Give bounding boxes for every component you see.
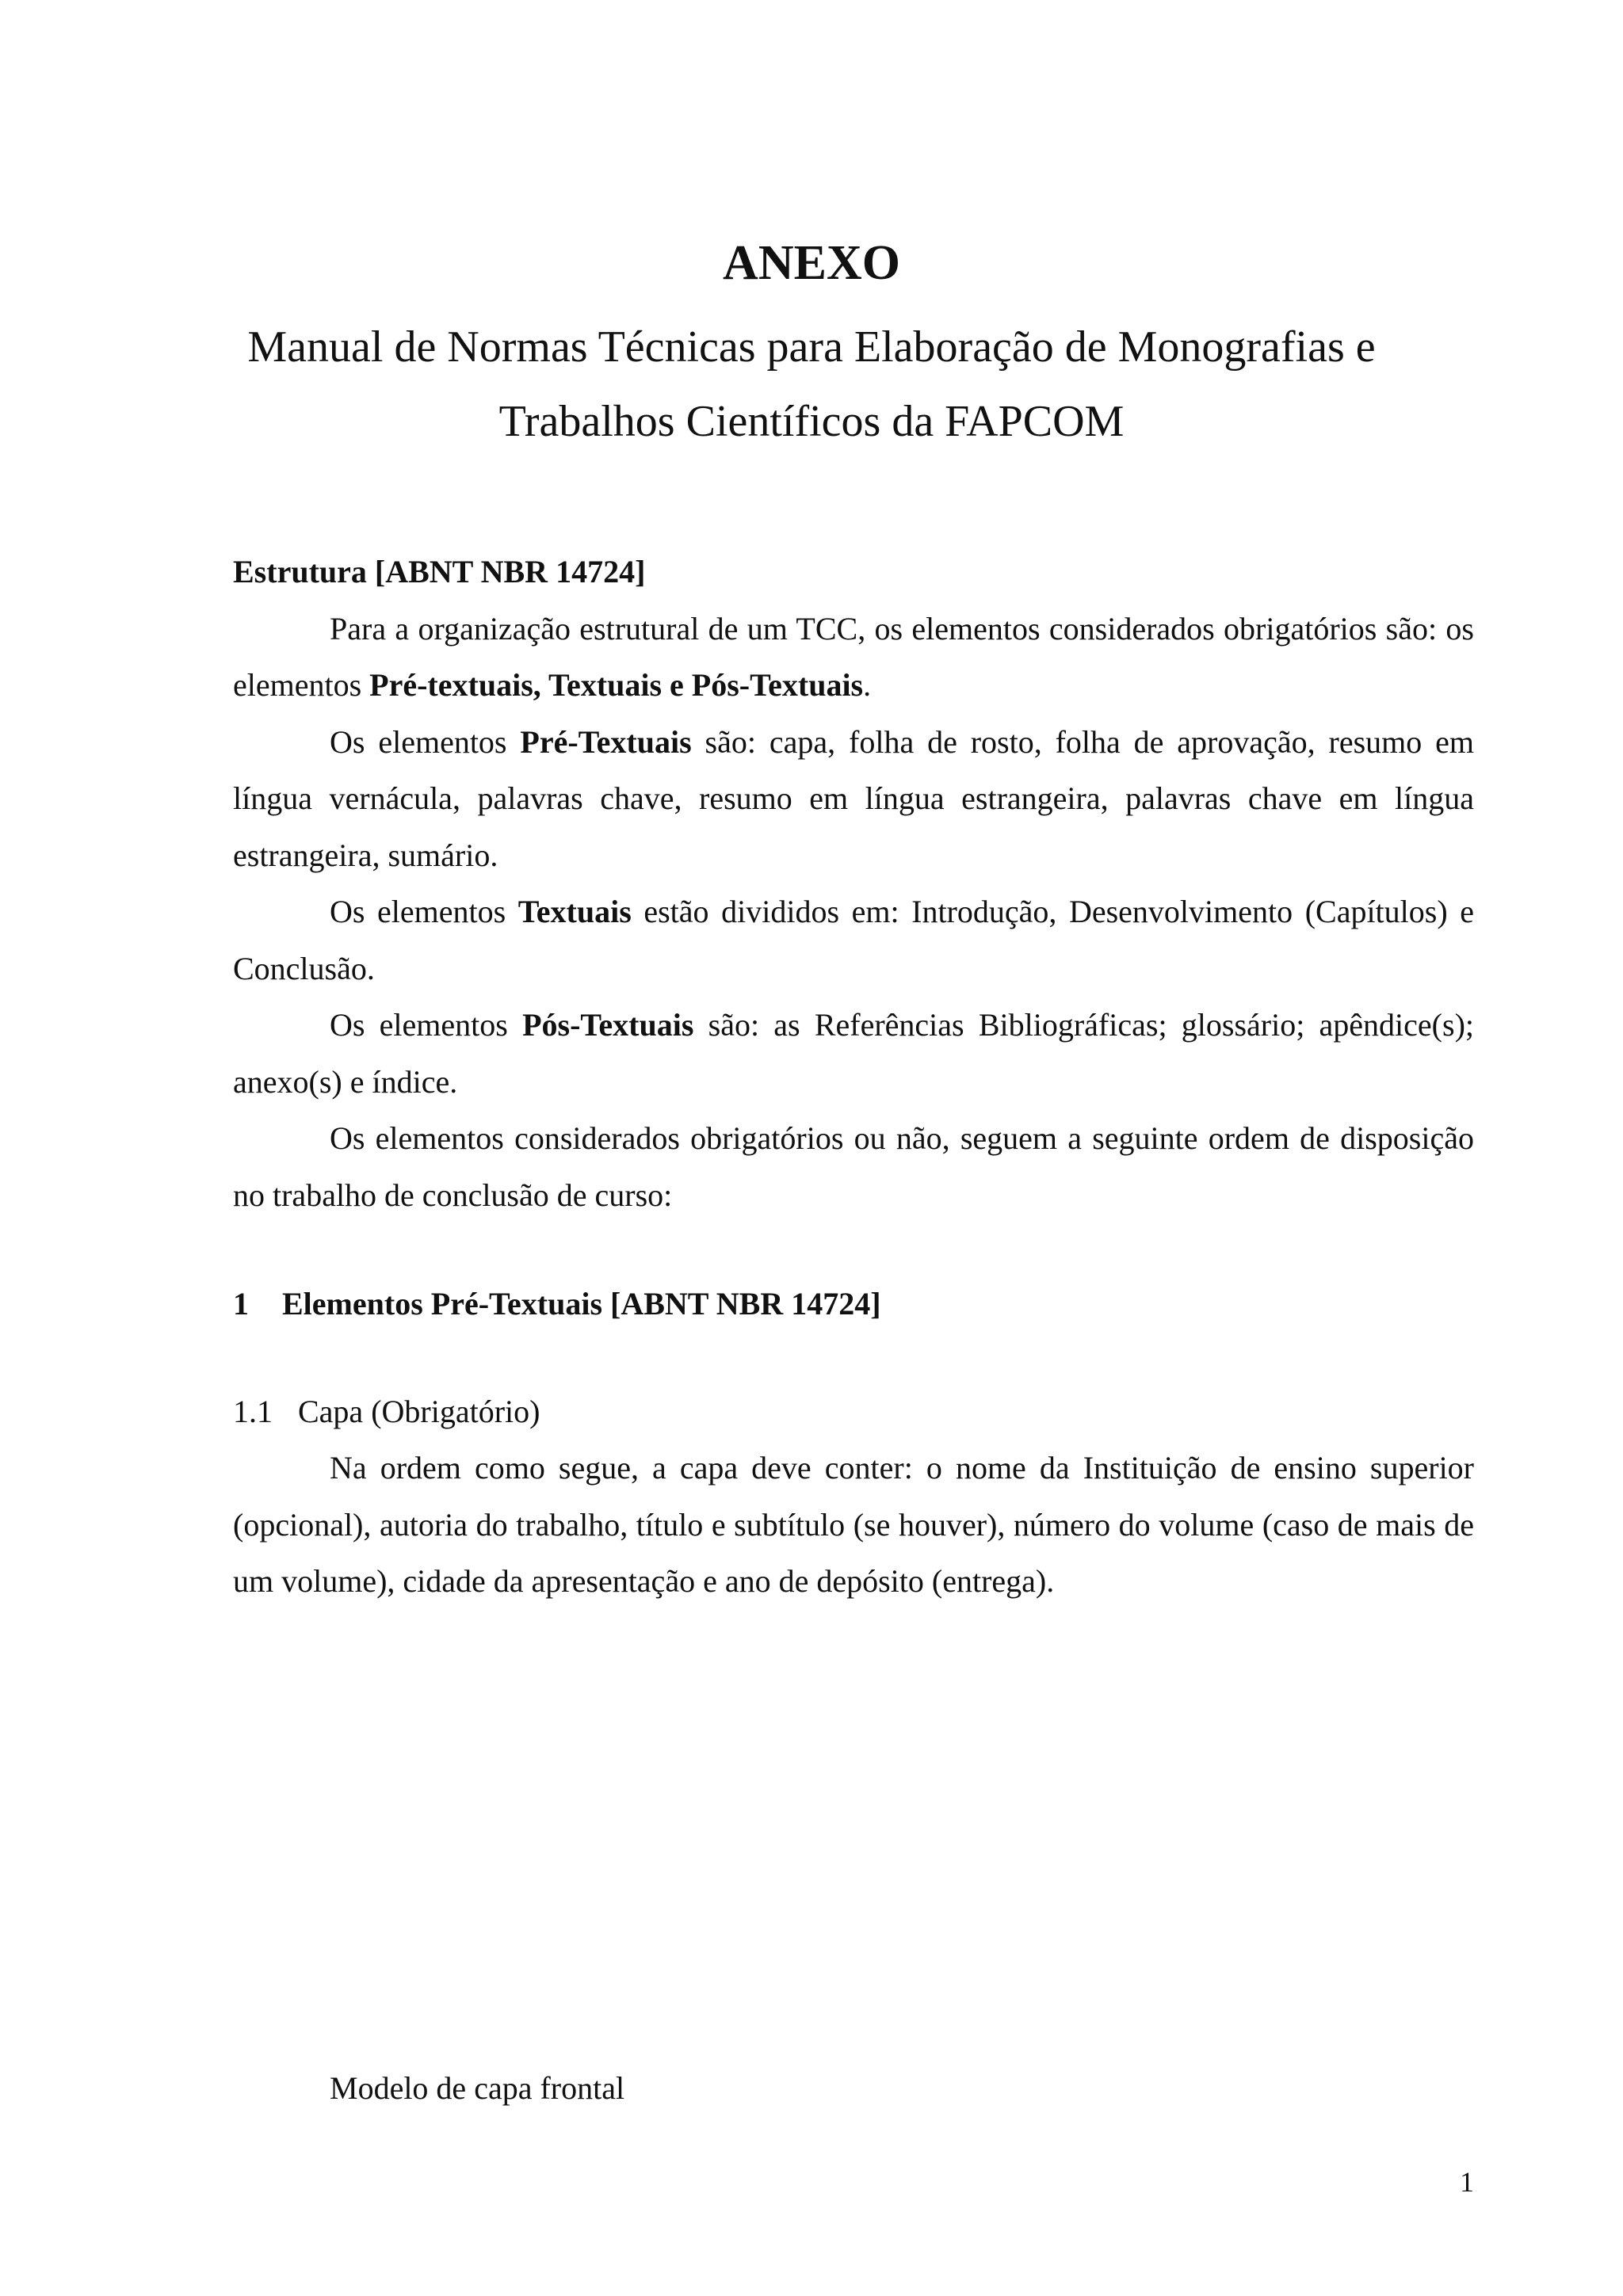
subsection-title: Capa (Obrigatório) xyxy=(298,1394,540,1429)
estrutura-paragraph-5: Os elementos considerados obrigatórios ou não, seguem a seguinte ordem de disposição no trabalho de conclusão de curso: xyxy=(233,1120,1474,1213)
estrutura-paragraph-1 xyxy=(233,601,1474,714)
estrutura-paragraph-4 xyxy=(233,997,1474,1110)
section-number: 1 xyxy=(233,1286,249,1322)
paragraph-text: são: as Referências Bibliográficas; glossário; apêndice(s); anexo(s) e índice. xyxy=(233,1007,1474,1100)
section-title: Elementos Pré-Textuais [ABNT NBR 14724] xyxy=(282,1286,881,1322)
capa-paragraph: Na ordem como segue, a capa deve conter: o nome da Instituição de ensino superior (opcional), autoria do trabalho, título e subtítulo (se houver), número do volume (caso de mais de um volume), cidade da apresentação e ano de depósito (entrega). xyxy=(233,1450,1474,1599)
paragraph-text: Para a organização estrutural de um TCC, os elementos considerados obrigatórios são: os elementos xyxy=(233,610,1474,703)
page-subtitle-line-2: Trabalhos Científicos da FAPCOM xyxy=(498,397,1125,446)
paragraph-bold-text: Pré-textuais, Textuais e Pós-Textuais xyxy=(369,667,864,703)
modelo-capa-label: Modelo de capa frontal xyxy=(330,2070,625,2106)
page-subtitle-line-1: Manual de Normas Técnicas para Elaboração de Monografias e xyxy=(247,322,1376,372)
estrutura-heading: Estrutura [ABNT NBR 14724] xyxy=(233,554,646,589)
paragraph-bold-text: Pós-Textuais xyxy=(522,1007,694,1043)
paragraph-text: são: capa, folha de rosto, folha de aprovação, resumo em língua vernácula, palavras chave, resumo em língua estrangeira, palavras chave em língua estrangeira, sumário. xyxy=(233,723,1474,873)
paragraph-text: Os elementos xyxy=(330,1007,523,1043)
paragraph-text: Os elementos xyxy=(330,723,521,760)
page-number: 1 xyxy=(1460,2166,1474,2198)
paragraph-text: Os elementos xyxy=(330,894,518,929)
estrutura-paragraph-2 xyxy=(233,714,1474,884)
estrutura-paragraph-3 xyxy=(233,883,1474,997)
page-title: ANEXO xyxy=(723,236,900,290)
paragraph-bold-text: Textuais xyxy=(517,894,632,929)
paragraph-text: . xyxy=(863,667,872,703)
subsection-1-1-heading xyxy=(233,1383,540,1440)
estrutura-section xyxy=(233,543,1474,1223)
paragraph-bold-text: Pré-Textuais xyxy=(520,723,692,760)
paragraph-text: estão divididos em: Introdução, Desenvolvimento (Capítulos) e Conclusão. xyxy=(233,894,1474,986)
subsection-number: 1.1 xyxy=(233,1394,273,1429)
section-1-heading xyxy=(233,1276,881,1332)
capa-section xyxy=(233,1440,1474,1610)
